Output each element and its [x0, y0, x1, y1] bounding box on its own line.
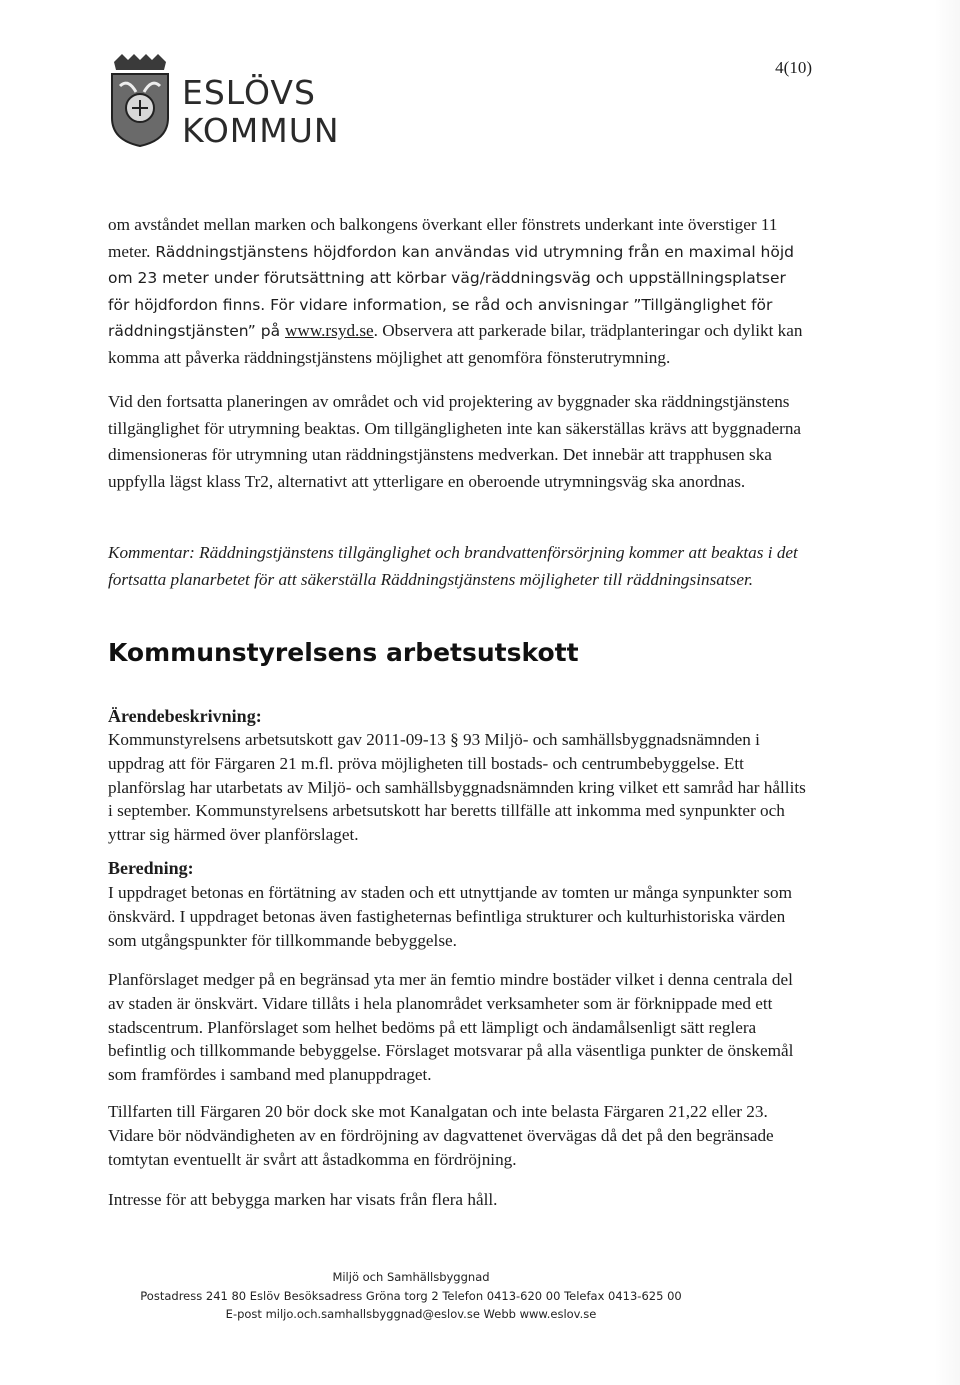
comment-paragraph: Kommentar: Räddningstjänstens tillgänglighet och brandvattenförsörjning kommer att beaktas i det fortsatta planarbetet för att säkerställa Räddningstjänstens möjligheter till räddningsinsatser.	[108, 543, 798, 589]
rsyd-link[interactable]: www.rsyd.se	[285, 321, 374, 340]
beredning-paragraph-2: Planförslaget medger på en begränsad yta mer än femtio mindre bostäder vilket i denna centrala del av staden är önskvärt. Vidare tillåts i hela planområdet verksamheter som är förknippade med ett stadscentrum. Planförslaget som helhet bedöms på ett lämpligt och ändamålsenligt sätt reglera befintlig och tillkommande bebyggelse. Förslaget motsvarar på alla väsentliga punkter de önskemål som framfördes i samband med planuppdraget.	[108, 970, 794, 1085]
body1-part-2: Räddningstjänstens höjdfordon kan användas vid utrymning från en maximal höjd om 23 meter under förutsättning att körbar väg/räddningsväg och uppställningsplatser för höjdfordon finns.	[108, 242, 795, 314]
beredning-paragraph-1: I uppdraget betonas en förtätning av staden och ett utnyttjande av tomten ur många synpunkter som önskvärd. I uppdraget betonas även fastigheternas befintliga strukturer och kulturhistoriska värden som utgångspunkter för tillkommande bebyggelse.	[108, 883, 792, 950]
beredning-paragraph-4: Intresse för att bebygga marken har visats från flera håll.	[108, 1190, 498, 1209]
coat-of-arms-icon	[108, 52, 172, 148]
footer-contact: E-post miljo.och.samhallsbyggnad@eslov.se Webb www.eslov.se	[225, 1307, 597, 1321]
municipality-logo	[108, 52, 348, 148]
scan-edge	[934, 0, 960, 1385]
body1-part-1: om avståndet mellan marken och balkongens överkant eller fönstrets underkant inte överstiger 11 meter.	[108, 215, 778, 261]
arendebeskrivning-text: Kommunstyrelsens arbetsutskott gav 2011-09-13 § 93 Miljö- och samhällsbyggnadsnämnden i uppdrag att för Färgaren 21 m.fl. pröva möjligheten till bostads- och centrumbebyggelse. Ett planförslag har utarbetats av Miljö- och samhällsbyggnadsnämnden kring vilket ett samråd har hållits i september. Kommunstyrelsens arbetsutskott har beretts tillfälle att inkomma med synpunkter och yttrar sig härmed över planförslaget.	[108, 730, 806, 845]
body-paragraph-2: Vid den fortsatta planeringen av området och vid projektering av byggnader ska räddningstjänstens tillgänglighet för utrymning beaktas. Om tillgängligheten inte kan säkerställas krävs att byggnaderna dimensioneras för utrymning utan räddningstjänstens medverkan. Det innebär att trapphusen ska uppfylla lägst klass Tr2, alternativt att ytterligare en oberoende utrymningsväg ska anordnas.	[108, 392, 802, 491]
beredning-paragraph-3: Tillfarten till Färgaren 20 bör dock ske mot Kanalgatan och inte belasta Färgaren 21,22 eller 23. Vidare bör nödvändigheten av en fördröjning av dagvattenet övervägas då det på den begränsade tomtytan eventuellt är svårt att åstadkomma en fördröjning.	[108, 1102, 774, 1169]
logo-text-kommun: KOMMUN	[182, 111, 340, 150]
section-heading: Kommunstyrelsens arbetsutskott	[108, 638, 579, 667]
footer-address: Postadress 241 80 Eslöv Besöksadress Gröna torg 2 Telefon 0413-620 00 Telefax 0413-625 00	[140, 1289, 682, 1303]
body1-part-4: . Observera att parkerade bilar, trädplanteringar och dylikt kan komma att påverka räddningstjänstens möjlighet att genomföra fönsterutrymning.	[108, 321, 803, 367]
body1-part-3: För vidare information, se råd och anvisningar ”Tillgänglighet för räddningstjänsten” på	[108, 295, 773, 340]
logo-text-eslovs: ESLÖVS	[182, 73, 316, 112]
page-number: 4(10)	[775, 58, 812, 77]
arendebeskrivning-heading: Ärendebeskrivning:	[108, 706, 262, 726]
body-paragraph-1	[108, 212, 808, 371]
footer-department: Miljö och Samhällsbyggnad	[332, 1270, 490, 1284]
beredning-heading: Beredning:	[108, 858, 194, 878]
